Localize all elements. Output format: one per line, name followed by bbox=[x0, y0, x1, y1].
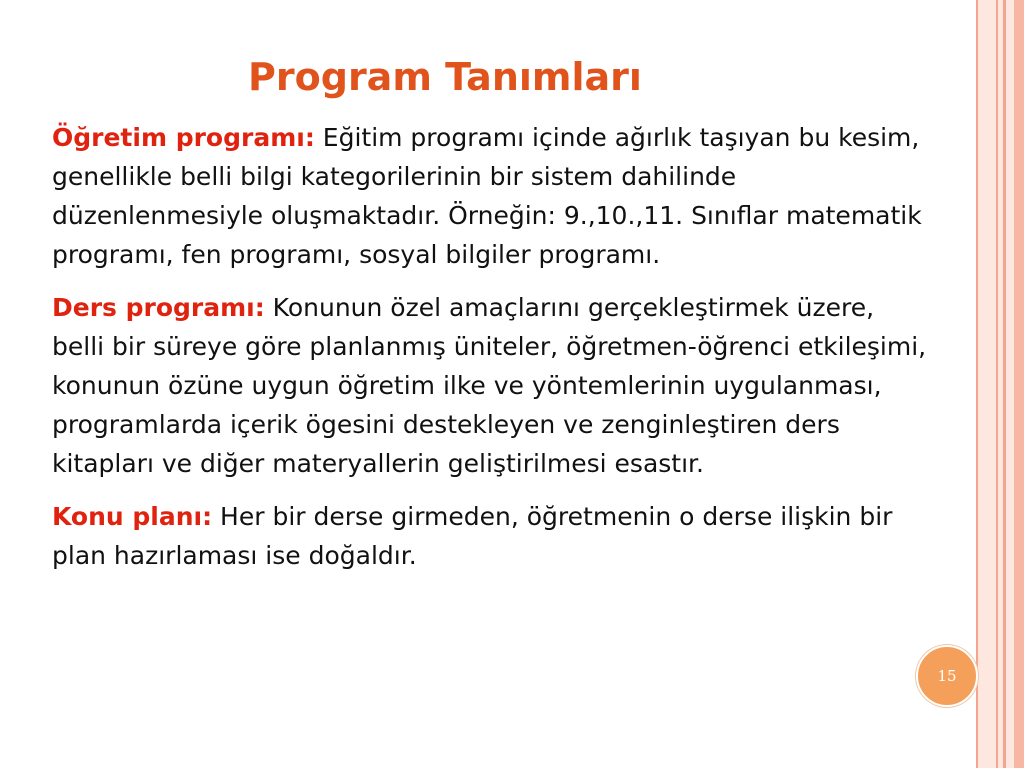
term-label: Öğretim programı: bbox=[52, 123, 315, 152]
slide-title: Program Tanımları bbox=[248, 55, 642, 99]
paragraph-konu-plani bbox=[52, 497, 932, 575]
term-label: Konu planı: bbox=[52, 502, 213, 531]
paragraph-text: Eğitim programı içinde ağırlık taşıyan bu kesim, genellikle belli bilgi kategorilerinin bir sistem dahilinde düzenlenmesiyle oluşmaktadır. Örneğin: 9.,10.,11. Sınıflar matematik programı, fen programı, sosyal bilgiler programı. bbox=[52, 123, 922, 269]
decorative-stripe bbox=[1003, 0, 1006, 768]
paragraph-text: Her bir derse girmeden, öğretmenin o derse ilişkin bir plan hazırlaması ise doğaldır. bbox=[52, 502, 893, 570]
paragraph-text: Konunun özel amaçlarını gerçekleştirmek üzere, belli bir süreye göre planlanmış üniteler, öğretmen-öğrenci etkileşimi, konunun özüne uygun öğretim ilke ve yöntemlerinin uygulanması, programlarda içerik ögesini destekleyen ve zenginleştiren ders kitapları ve diğer materyallerin geliştirilmesi esastır. bbox=[52, 293, 927, 478]
paragraph-ogretim-programi bbox=[52, 118, 932, 274]
page-number: 15 bbox=[937, 667, 957, 685]
decorative-stripe bbox=[976, 0, 978, 768]
term-label: Ders programı: bbox=[52, 293, 265, 322]
decorative-stripe bbox=[1014, 0, 1024, 768]
decorative-stripe bbox=[996, 0, 998, 768]
paragraph-ders-programi bbox=[52, 288, 932, 483]
page-number-badge bbox=[916, 645, 978, 707]
slide-body bbox=[52, 118, 932, 589]
